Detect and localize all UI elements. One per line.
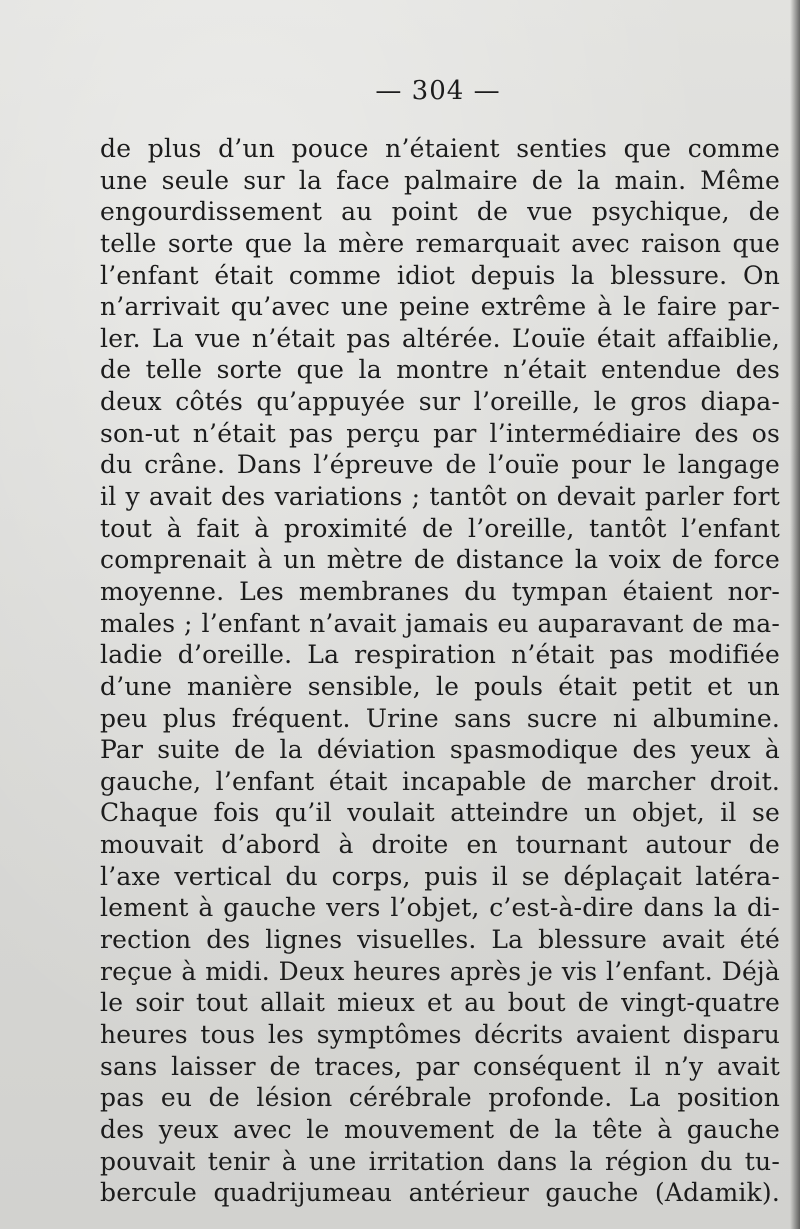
text-line: heures tous les symptômes décrits avaient disparu	[100, 1019, 780, 1049]
text-line: Chaque fois qu’il voulait atteindre un objet, il se	[100, 798, 780, 828]
text-line: comprenait à un mètre de distance la voix de force	[100, 545, 780, 575]
text-line: telle sorte que la mère remarquait avec raison que	[100, 228, 780, 258]
text-line: une seule sur la face palmaire de la main. Même	[100, 165, 780, 195]
text-line: mouvait d’abord à droite en tournant autour de	[100, 830, 780, 860]
text-line: le soir tout allait mieux et au bout de vingt-quatre	[100, 988, 780, 1018]
text-line: son-ut n’était pas perçu par l’intermédiaire des os	[100, 418, 780, 448]
text-line: reçue à midi. Deux heures après je vis l’enfant. Déjà	[100, 956, 780, 986]
text-line: ladie d’oreille. La respiration n’était pas modifiée	[100, 640, 780, 670]
text-line: gauche, l’enfant était incapable de marcher droit.	[100, 766, 780, 796]
text-line: l’axe vertical du corps, puis il se déplaçait latéra-	[100, 861, 780, 891]
text-line: peu plus fréquent. Urine sans sucre ni albumine.	[100, 703, 780, 733]
text-line: d’une manière sensible, le pouls était petit et un	[100, 671, 780, 701]
text-line: tout à fait à proximité de l’oreille, tantôt l’enfant	[100, 513, 780, 543]
text-line: n’arrivait qu’avec une peine extrême à le faire par-	[100, 292, 780, 322]
text-line: ler. La vue n’était pas altérée. L’ouïe était affaiblie,	[100, 323, 780, 353]
text-line: males ; l’enfant n’avait jamais eu auparavant de ma-	[100, 608, 780, 638]
text-line: du crâne. Dans l’épreuve de l’ouïe pour le langage	[100, 450, 780, 480]
text-line: de plus d’un pouce n’étaient senties que comme	[100, 134, 780, 163]
text-line: des yeux avec le mouvement de la tête à gauche	[100, 1114, 780, 1144]
text-line: rection des lignes visuelles. La blessure avait été	[100, 925, 780, 955]
text-line: Par suite de la déviation spasmodique des yeux à	[100, 735, 780, 765]
text-line: de telle sorte que la montre n’était entendue des	[100, 355, 780, 385]
text-line: moyenne. Les membranes du tympan étaient nor-	[100, 576, 780, 606]
text-line: deux côtés qu’appuyée sur l’oreille, le gros diapa-	[100, 387, 780, 417]
page-number: — 304 —	[375, 76, 501, 106]
text-line: sans laisser de traces, par conséquent il n’y avait	[100, 1051, 780, 1081]
body-text	[100, 133, 780, 1209]
text-line: engourdissement au point de vue psychique, de	[100, 197, 780, 227]
text-line: l’enfant était comme idiot depuis la blessure. On	[100, 260, 780, 290]
text-line: pouvait tenir à une irritation dans la région du tu-	[100, 1146, 780, 1176]
text-line: bercule quadrijumeau antérieur gauche (Adamik).	[100, 1178, 780, 1208]
text-line: il y avait des variations ; tantôt on devait parler fort	[100, 482, 780, 512]
text-line: lement à gauche vers l’objet, c’est-à-dire dans la di-	[100, 893, 780, 923]
text-line: pas eu de lésion cérébrale profonde. La position	[100, 1083, 780, 1113]
